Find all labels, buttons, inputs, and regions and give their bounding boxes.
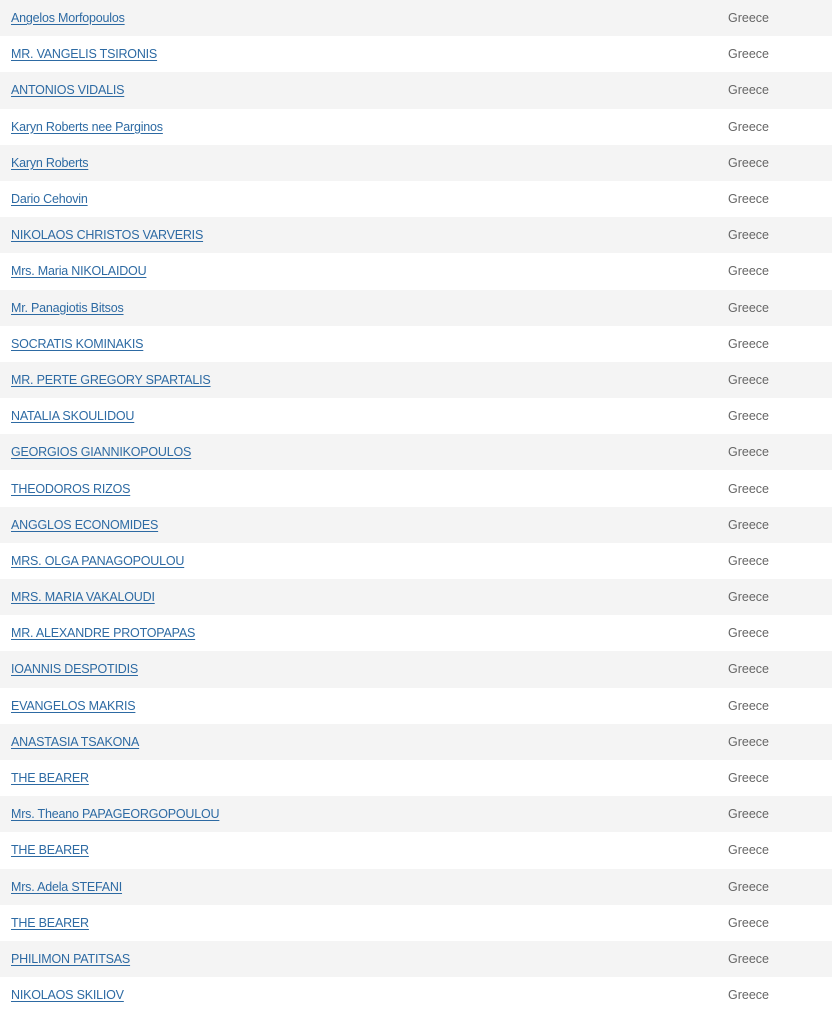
table-row	[0, 543, 832, 579]
officer-name-link[interactable]: NATALIA SKOULIDOU	[11, 409, 135, 424]
table-row	[0, 72, 832, 108]
country-cell: Greece	[728, 83, 769, 98]
name-cell	[0, 290, 728, 326]
officer-name-link[interactable]: Karyn Roberts	[11, 155, 89, 170]
table-row	[0, 362, 832, 398]
country-cell: Greece	[728, 771, 769, 786]
table-row	[0, 579, 832, 615]
name-cell	[0, 651, 728, 687]
country-cell: Greece	[728, 951, 769, 966]
table-row	[0, 109, 832, 145]
table-row	[0, 217, 832, 253]
name-cell	[0, 253, 728, 289]
name-cell	[0, 217, 728, 253]
country-cell: Greece	[728, 662, 769, 677]
table-row	[0, 470, 832, 506]
officer-name-link[interactable]: IOANNIS DESPOTIDIS	[11, 662, 138, 677]
officer-name-link[interactable]: MR. ALEXANDRE PROTOPAPAS	[11, 626, 196, 641]
name-cell	[0, 181, 728, 217]
table-row	[0, 253, 832, 289]
country-cell: Greece	[728, 155, 769, 170]
table-row	[0, 977, 832, 1013]
name-cell	[0, 543, 728, 579]
officer-name-link[interactable]: SOCRATIS KOMINAKIS	[11, 336, 144, 351]
table-row	[0, 724, 832, 760]
table-row	[0, 0, 832, 36]
country-cell: Greece	[728, 626, 769, 641]
table-row	[0, 796, 832, 832]
officer-name-link[interactable]: THEODOROS RIZOS	[11, 481, 131, 496]
table-row	[0, 688, 832, 724]
name-cell	[0, 470, 728, 506]
name-cell	[0, 362, 728, 398]
officer-name-link[interactable]: EVANGELOS MAKRIS	[11, 698, 136, 713]
country-cell: Greece	[728, 879, 769, 894]
name-cell	[0, 0, 728, 36]
country-cell: Greece	[728, 481, 769, 496]
country-cell: Greece	[728, 988, 769, 1003]
table-row	[0, 434, 832, 470]
name-cell	[0, 905, 728, 941]
officer-name-link[interactable]: THE BEARER	[11, 771, 89, 786]
table-row	[0, 615, 832, 651]
table-row	[0, 507, 832, 543]
table-row	[0, 760, 832, 796]
officer-name-link[interactable]: Dario Cehovin	[11, 192, 88, 207]
name-cell	[0, 724, 728, 760]
officer-name-link[interactable]: Mr. Panagiotis Bitsos	[11, 300, 124, 315]
name-cell	[0, 760, 728, 796]
table-row	[0, 651, 832, 687]
officer-name-link[interactable]: Angelos Morfopoulos	[11, 11, 125, 26]
name-cell	[0, 109, 728, 145]
country-cell: Greece	[728, 47, 769, 62]
name-cell	[0, 941, 728, 977]
officer-name-link[interactable]: ANASTASIA TSAKONA	[11, 734, 140, 749]
officer-name-link[interactable]: MRS. OLGA PANAGOPOULOU	[11, 553, 185, 568]
name-cell	[0, 398, 728, 434]
name-cell	[0, 507, 728, 543]
country-cell: Greece	[728, 264, 769, 279]
officer-name-link[interactable]: THE BEARER	[11, 915, 89, 930]
name-cell	[0, 869, 728, 905]
country-cell: Greece	[728, 698, 769, 713]
name-cell	[0, 72, 728, 108]
country-cell: Greece	[728, 119, 769, 134]
table-row	[0, 869, 832, 905]
officer-name-link[interactable]: PHILIMON PATITSAS	[11, 951, 131, 966]
table-row	[0, 905, 832, 941]
officer-name-link[interactable]: ANTONIOS VIDALIS	[11, 83, 125, 98]
name-cell	[0, 832, 728, 868]
country-cell: Greece	[728, 192, 769, 207]
country-cell: Greece	[728, 372, 769, 387]
table-row	[0, 181, 832, 217]
name-cell	[0, 145, 728, 181]
name-cell	[0, 579, 728, 615]
officer-name-link[interactable]: MR. VANGELIS TSIRONIS	[11, 47, 158, 62]
table-row	[0, 290, 832, 326]
country-cell: Greece	[728, 843, 769, 858]
table-row	[0, 941, 832, 977]
table-row	[0, 145, 832, 181]
name-cell	[0, 326, 728, 362]
officer-name-link[interactable]: Mrs. Maria NIKOLAIDOU	[11, 264, 147, 279]
name-cell	[0, 688, 728, 724]
country-cell: Greece	[728, 734, 769, 749]
officer-name-link[interactable]: MR. PERTE GREGORY SPARTALIS	[11, 372, 211, 387]
country-cell: Greece	[728, 553, 769, 568]
name-cell	[0, 36, 728, 72]
officer-name-link[interactable]: Mrs. Adela STEFANI	[11, 879, 123, 894]
name-cell	[0, 796, 728, 832]
table-row	[0, 36, 832, 72]
country-cell: Greece	[728, 11, 769, 26]
table-row	[0, 326, 832, 362]
country-cell: Greece	[728, 228, 769, 243]
officer-name-link[interactable]: ANGGLOS ECONOMIDES	[11, 517, 159, 532]
name-cell	[0, 615, 728, 651]
country-cell: Greece	[728, 915, 769, 930]
table-row	[0, 832, 832, 868]
table-row	[0, 398, 832, 434]
country-cell: Greece	[728, 517, 769, 532]
country-cell: Greece	[728, 409, 769, 424]
country-cell: Greece	[728, 807, 769, 822]
name-cell	[0, 434, 728, 470]
officer-name-link[interactable]: MRS. MARIA VAKALOUDI	[11, 590, 155, 605]
officer-name-link[interactable]: THE BEARER	[11, 843, 89, 858]
officer-name-link[interactable]: Karyn Roberts nee Parginos	[11, 119, 163, 134]
officer-name-link[interactable]: Mrs. Theano PAPAGEORGOPOULOU	[11, 807, 220, 822]
officer-name-link[interactable]: GEORGIOS GIANNIKOPOULOS	[11, 445, 192, 460]
country-cell: Greece	[728, 336, 769, 351]
country-cell: Greece	[728, 300, 769, 315]
officer-name-link[interactable]: NIKOLAOS CHRISTOS VARVERIS	[11, 228, 204, 243]
officer-name-link[interactable]: NIKOLAOS SKILIOV	[11, 988, 124, 1003]
name-cell	[0, 977, 728, 1013]
country-cell: Greece	[728, 445, 769, 460]
country-cell: Greece	[728, 590, 769, 605]
